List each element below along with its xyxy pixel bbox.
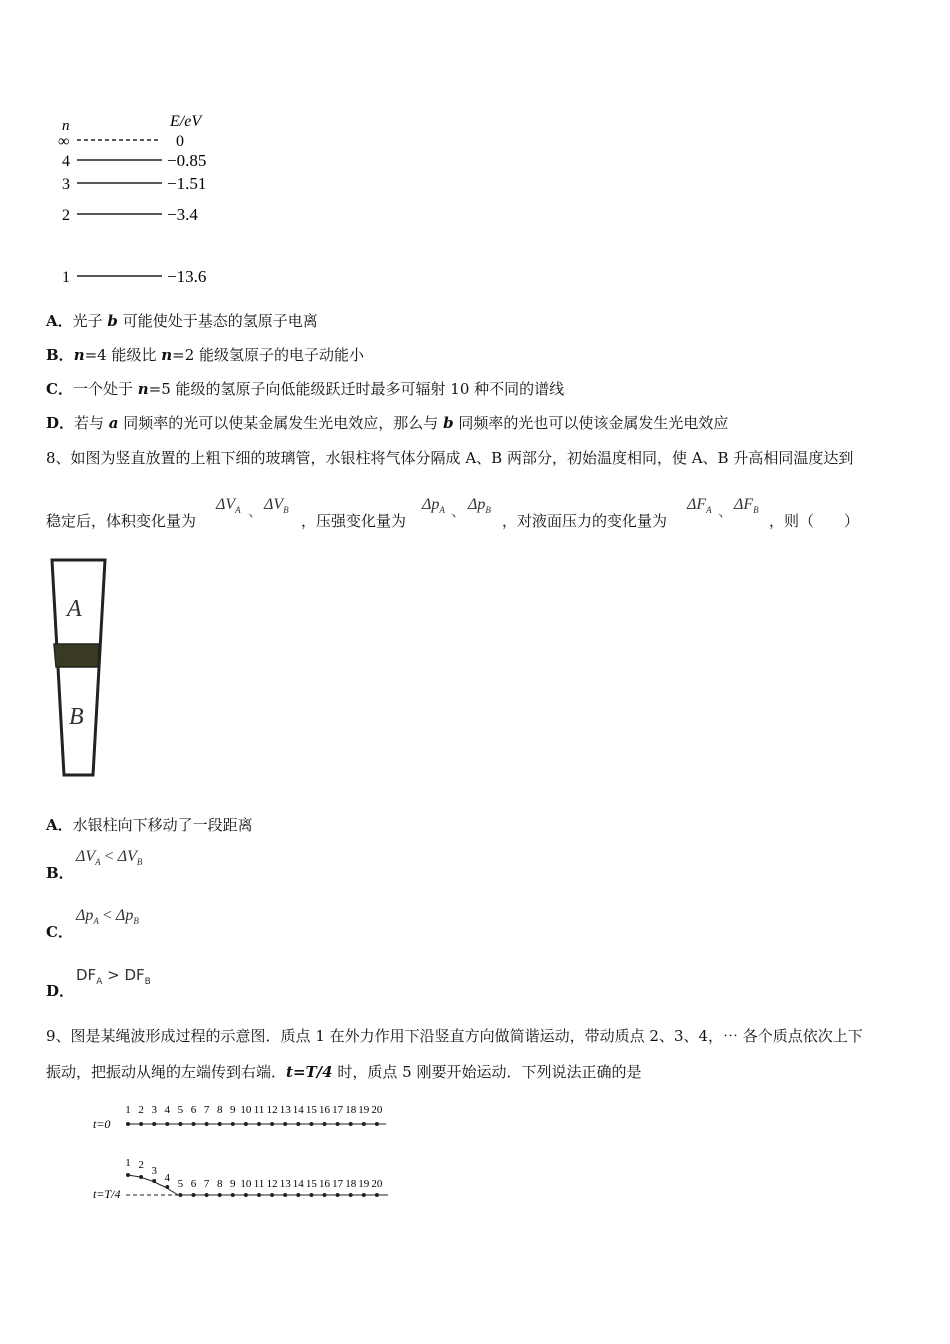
- option-text: 可能使处于基态的氢原子电离: [117, 312, 318, 330]
- particle-number: 18: [345, 1178, 357, 1190]
- particle-number: 3: [151, 1165, 157, 1177]
- option-label: D．: [46, 414, 75, 432]
- particle-number: 9: [230, 1104, 236, 1116]
- particle-number: 12: [266, 1104, 278, 1116]
- energy-level-diagram: [50, 108, 240, 293]
- row1-time-label: t=0: [93, 1117, 111, 1131]
- particle-dot: [323, 1122, 327, 1126]
- option-label: A．: [46, 312, 73, 330]
- particle-dot: [349, 1122, 353, 1126]
- particle-dot: [152, 1179, 156, 1183]
- particle-dot: [362, 1122, 366, 1126]
- option-label: B．: [46, 864, 74, 882]
- particle-dot: [336, 1122, 340, 1126]
- particle-number: 19: [358, 1104, 370, 1116]
- q8-option-b: [46, 846, 246, 886]
- level-3: [62, 174, 206, 193]
- particle-dot: [257, 1193, 261, 1197]
- option-text: =4 能级比: [84, 346, 162, 364]
- particle-dot: [178, 1193, 182, 1197]
- level-4: [62, 151, 206, 170]
- particle-dot: [257, 1122, 261, 1126]
- option-text: 若与: [74, 414, 109, 432]
- delta-pb: $\Delta p_B$: [468, 496, 491, 516]
- particle-dot: [139, 1122, 143, 1126]
- particle-dot: [296, 1193, 300, 1197]
- particle-dot: [309, 1193, 313, 1197]
- particle-number: 12: [266, 1178, 278, 1190]
- level-n-label: 2: [62, 207, 70, 224]
- q8-option-a: [46, 815, 253, 835]
- particle-number: 14: [292, 1104, 304, 1116]
- delta-va: $\Delta V_A$: [216, 496, 241, 516]
- option-var: b: [443, 414, 454, 432]
- particle-number: 20: [371, 1104, 383, 1116]
- particle-number: 17: [332, 1178, 344, 1190]
- row1-numbers: [125, 1104, 383, 1116]
- particle-dot: [218, 1193, 222, 1197]
- stem-text: 振动，把振动从绳的左端传到右端．: [46, 1063, 287, 1081]
- delta-vb: $\Delta V_B$: [264, 496, 289, 516]
- particle-dot: [205, 1193, 209, 1197]
- particle-number: 20: [371, 1178, 383, 1190]
- particle-dot: [244, 1122, 248, 1126]
- particle-number: 13: [279, 1178, 291, 1190]
- particle-number: 3: [151, 1104, 157, 1116]
- particle-number: 8: [216, 1178, 223, 1190]
- row2-numbers: [125, 1157, 383, 1190]
- particle-dot: [309, 1122, 313, 1126]
- option-formula: $\Delta p_A < \Delta p_B$: [76, 907, 139, 927]
- particle-dot: [375, 1193, 379, 1197]
- mercury-column: [54, 644, 99, 667]
- q7-option-a: [46, 311, 318, 331]
- option-var: a: [108, 414, 119, 432]
- option-label: C．: [46, 380, 73, 398]
- option-text: 光子: [72, 312, 108, 330]
- particle-number: 7: [203, 1104, 210, 1116]
- particle-dot: [231, 1193, 235, 1197]
- particle-number: 11: [253, 1104, 265, 1116]
- separator: 、: [248, 502, 264, 520]
- row2-time-label: t=T/4: [93, 1187, 121, 1201]
- particle-number: 19: [358, 1178, 370, 1190]
- stem-text: ，则（ ）: [769, 512, 860, 530]
- particle-number: 10: [240, 1104, 252, 1116]
- particle-dot: [375, 1122, 379, 1126]
- particle-dot: [270, 1193, 274, 1197]
- energy-axis-label: E/eV: [170, 113, 202, 130]
- particle-dot: [323, 1193, 327, 1197]
- option-var: n: [73, 346, 85, 364]
- level-n-label: ∞: [58, 133, 70, 150]
- level-2: [62, 205, 198, 224]
- level-energy-label: −13.6: [167, 267, 207, 286]
- option-text: =5 能级的氢原子向低能级跃迁时最多可辐射 10 种不同的谱线: [148, 380, 565, 398]
- option-text: 同频率的光也可以使该金属发生光电效应: [453, 414, 729, 432]
- particle-number: 15: [305, 1178, 317, 1190]
- option-var: n: [137, 380, 149, 398]
- particle-dot: [152, 1122, 156, 1126]
- level-n-label: 3: [62, 176, 70, 193]
- particle-number: 6: [190, 1104, 197, 1116]
- level-infinity: [58, 133, 184, 150]
- q7-option-c: [46, 379, 564, 399]
- q8-option-c: [46, 905, 246, 945]
- level-energy-label: −0.85: [167, 151, 207, 170]
- particle-dot: [336, 1193, 340, 1197]
- particle-dot: [283, 1193, 287, 1197]
- option-text: 一个处于: [72, 380, 138, 398]
- option-var: b: [107, 312, 118, 330]
- particle-number: 9: [230, 1178, 236, 1190]
- particle-dot: [270, 1122, 274, 1126]
- level-n-label: 4: [62, 153, 70, 170]
- particle-number: 1: [125, 1157, 131, 1169]
- option-text: 水银柱向下移动了一段距离: [72, 816, 253, 834]
- particle-dot: [178, 1122, 182, 1126]
- option-label: B．: [46, 346, 74, 364]
- level-energy-label: −3.4: [167, 205, 198, 224]
- particle-dot: [349, 1193, 353, 1197]
- particle-number: 1: [125, 1104, 131, 1116]
- option-label: D．: [46, 982, 75, 1000]
- particle-dot: [231, 1122, 235, 1126]
- gas-a-label: A: [67, 596, 82, 622]
- option-label: C．: [46, 923, 73, 941]
- stem-text: ，压强变化量为: [301, 512, 407, 530]
- delta-pa: $\Delta p_A$: [422, 496, 445, 516]
- level-1: [62, 267, 206, 286]
- particle-dot: [192, 1193, 196, 1197]
- particle-dot: [126, 1173, 130, 1177]
- glass-tube-figure: [48, 556, 114, 782]
- particle-dot: [218, 1122, 222, 1126]
- particle-dot: [296, 1122, 300, 1126]
- option-label: A．: [46, 816, 73, 834]
- particle-dot: [205, 1122, 209, 1126]
- q9-stem-line1: 9、图是某绳波形成过程的示意图．质点 1 在外力作用下沿竖直方向做简谐运动，带动质点 2、3、4，⋯ 各个质点依次上下: [46, 1027, 863, 1045]
- row2-wave-curve: [128, 1175, 178, 1195]
- particle-dot: [283, 1122, 287, 1126]
- stem-text: ，对液面压力的变化量为: [502, 512, 668, 530]
- particle-number: 15: [305, 1104, 317, 1116]
- particle-number: 18: [345, 1104, 357, 1116]
- q8-option-d: [46, 964, 246, 1004]
- particle-number: 2: [138, 1104, 144, 1116]
- particle-number: 13: [279, 1104, 291, 1116]
- option-formula: $\Delta V_A < \Delta V_B$: [76, 848, 143, 868]
- gas-b-label: B: [69, 704, 84, 730]
- particle-dot: [165, 1122, 169, 1126]
- q9-stem-line2: [46, 1062, 641, 1082]
- separator: 、: [718, 502, 734, 520]
- particle-number: 10: [240, 1178, 252, 1190]
- option-text: =2 能级氢原子的电子动能小: [172, 346, 365, 364]
- level-energy-label: 0: [176, 133, 184, 150]
- stem-text: 时，质点 5 刚要开始运动．下列说法正确的是: [332, 1063, 642, 1081]
- particle-number: 7: [203, 1178, 210, 1190]
- particle-number: 11: [253, 1178, 265, 1190]
- particle-dot: [139, 1175, 143, 1179]
- particle-dot: [244, 1193, 248, 1197]
- particle-number: 5: [177, 1104, 184, 1116]
- particle-number: 17: [332, 1104, 344, 1116]
- particle-number: 8: [216, 1104, 223, 1116]
- particle-dot: [126, 1122, 130, 1126]
- stem-text: 稳定后，体积变化量为: [46, 512, 197, 530]
- level-n-label: 1: [62, 269, 70, 286]
- separator: 、: [451, 502, 467, 520]
- particle-dot: [192, 1122, 196, 1126]
- delta-fb: $\Delta F_B$: [734, 496, 759, 516]
- particle-dot: [165, 1185, 169, 1189]
- particle-number: 14: [292, 1178, 304, 1190]
- q8-stem-line1: 8、如图为竖直放置的上粗下细的玻璃管，水银柱将气体分隔成 A、B 两部分，初始温度相同，使 A、B 升高相同温度达到: [46, 449, 854, 467]
- particle-dot: [362, 1193, 366, 1197]
- option-var: n: [161, 346, 173, 364]
- delta-fa: $\Delta F_A$: [687, 496, 712, 516]
- option-formula: $DF_A > DF_B$: [76, 966, 151, 987]
- stem-var: t=T/4: [286, 1063, 333, 1081]
- n-axis-label: n: [62, 118, 70, 134]
- q8-stem-line2: [46, 494, 926, 534]
- particle-number: 16: [319, 1104, 330, 1116]
- q7-option-d: [46, 413, 728, 433]
- particle-number: 6: [190, 1178, 197, 1190]
- particle-number: 16: [319, 1178, 330, 1190]
- particle-number: 5: [177, 1178, 184, 1190]
- rope-wave-figure: [88, 1097, 408, 1209]
- option-text: 同频率的光可以使某金属发生光电效应，那么与: [118, 414, 444, 432]
- particle-number: 4: [164, 1104, 171, 1116]
- particle-number: 4: [164, 1172, 171, 1184]
- level-energy-label: −1.51: [167, 174, 207, 193]
- q7-option-b: [46, 345, 364, 365]
- particle-number: 2: [138, 1159, 144, 1171]
